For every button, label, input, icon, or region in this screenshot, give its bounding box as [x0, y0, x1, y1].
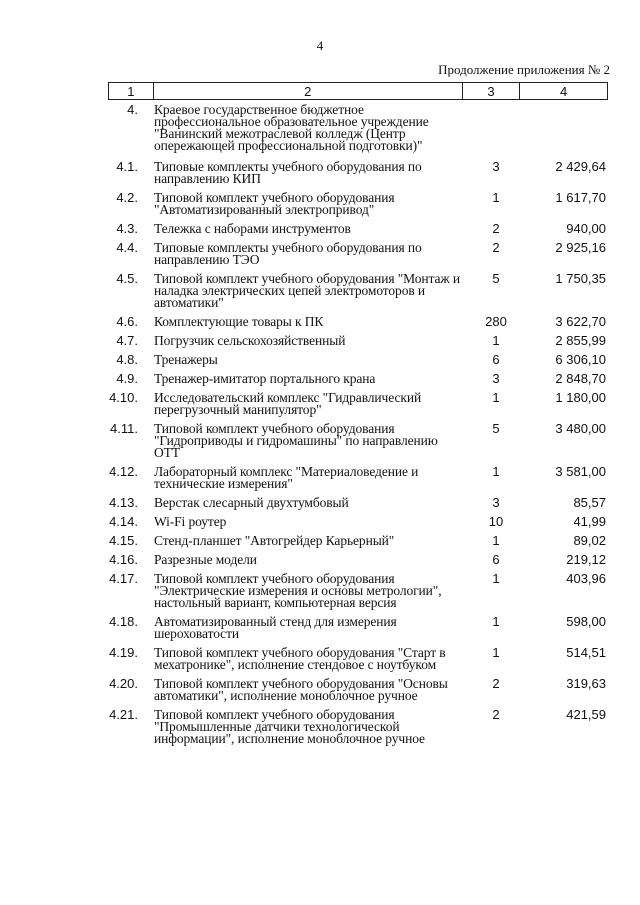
table-row — [108, 535, 608, 547]
row-amount: 2 429,64 — [555, 159, 606, 174]
row-amount: 514,51 — [566, 645, 606, 660]
table-row — [108, 709, 608, 745]
header-col-3: 3 — [463, 83, 521, 99]
table-row — [108, 242, 608, 266]
row-name: Типовой комплект учебного оборудования "Электрические измерения и основы метрологии", настольный вариант, компьютерная версия — [154, 571, 442, 610]
table-row — [108, 161, 608, 185]
row-name: Типовой комплект учебного оборудования "Монтаж и наладка электрических цепей электромоторов и автоматики" — [154, 271, 460, 310]
table-row — [108, 335, 608, 347]
row-quantity: 2 — [492, 240, 500, 255]
row-number: 4.10. — [109, 390, 138, 405]
row-quantity: 2 — [492, 676, 500, 691]
table-row — [108, 678, 608, 702]
table-row — [108, 616, 608, 640]
row-number: 4.17. — [109, 571, 138, 586]
row-quantity: 10 — [488, 514, 504, 529]
row-name: Типовой комплект учебного оборудования "Промышленные датчики технологической информации", исполнение моноблочное ручное — [154, 707, 425, 746]
row-quantity: 1 — [492, 645, 500, 660]
row-amount: 319,63 — [566, 676, 606, 691]
row-name: Типовые комплекты учебного оборудования по направлению КИП — [154, 159, 422, 186]
table-row — [108, 554, 608, 566]
row-quantity: 5 — [492, 271, 500, 286]
row-name: Краевое государственное бюджетное профессиональное образовательное учреждение "Ванинский межотраслевой колледж (Центр опережающей профессиональной подготовки)" — [154, 102, 429, 153]
row-number: 4.21. — [109, 707, 138, 722]
row-number: 4.5. — [116, 271, 138, 286]
row-name: Тележка с наборами инструментов — [154, 221, 351, 236]
row-amount: 1 617,70 — [555, 190, 606, 205]
row-quantity: 1 — [492, 333, 500, 348]
row-quantity: 1 — [492, 614, 500, 629]
table-row — [108, 516, 608, 528]
row-amount: 2 848,70 — [555, 371, 606, 386]
row-quantity: 6 — [492, 352, 500, 367]
row-amount: 421,59 — [566, 707, 606, 722]
row-amount: 219,12 — [566, 552, 606, 567]
row-name: Верстак слесарный двухтумбовый — [154, 495, 349, 510]
row-amount: 85,57 — [573, 495, 606, 510]
table-row — [108, 316, 608, 328]
table-row — [108, 354, 608, 366]
row-name: Стенд-планшет "Автогрейдер Карьерный" — [154, 533, 395, 548]
row-name: Автоматизированный стенд для измерения шероховатости — [154, 614, 397, 641]
row-quantity: 3 — [492, 159, 500, 174]
row-quantity: 1 — [492, 571, 500, 586]
table-row — [108, 273, 608, 309]
row-amount — [526, 104, 606, 152]
row-number: 4.20. — [109, 676, 138, 691]
table-row — [108, 373, 608, 385]
row-amount: 89,02 — [573, 533, 606, 548]
row-number: 4.19. — [109, 645, 138, 660]
table-row — [108, 647, 608, 671]
row-number: 4.13. — [109, 495, 138, 510]
row-name: Погрузчик сельскохозяйственный — [154, 333, 346, 348]
row-name: Тренажеры — [154, 352, 218, 367]
row-number: 4.9. — [116, 371, 138, 386]
row-quantity: 2 — [492, 221, 500, 236]
table-row — [108, 104, 608, 152]
row-name: Комплектующие товары к ПК — [154, 314, 324, 329]
row-name: Типовой комплект учебного оборудования "Гидроприводы и гидромашины" по направлению ОТТ — [154, 421, 438, 460]
row-name: Типовой комплект учебного оборудования "Старт в мехатронике", исполнение стендовое с ноутбуком — [154, 645, 446, 672]
row-quantity: 3 — [492, 495, 500, 510]
table-row — [108, 392, 608, 416]
row-amount: 6 306,10 — [555, 352, 606, 367]
row-amount: 940,00 — [566, 221, 606, 236]
table-row — [108, 423, 608, 459]
row-quantity: 6 — [492, 552, 500, 567]
row-quantity: 5 — [492, 421, 500, 436]
row-number: 4.15. — [109, 533, 138, 548]
row-amount: 2 855,99 — [555, 333, 606, 348]
row-amount: 403,96 — [566, 571, 606, 586]
row-number: 4.6. — [116, 314, 138, 329]
row-number: 4.1. — [116, 159, 138, 174]
table-body — [108, 104, 608, 752]
header-col-2: 2 — [154, 83, 463, 99]
row-quantity: 280 — [485, 314, 507, 329]
row-number: 4.7. — [116, 333, 138, 348]
row-name: Тренажер-имитатор портального крана — [154, 371, 376, 386]
row-amount: 598,00 — [566, 614, 606, 629]
row-quantity: 2 — [492, 707, 500, 722]
table-row — [108, 192, 608, 216]
row-amount: 3 581,00 — [555, 464, 606, 479]
row-amount: 3 622,70 — [555, 314, 606, 329]
row-name: Лабораторный комплекс "Материаловедение и технические измерения" — [154, 464, 419, 491]
row-number: 4.11. — [110, 421, 138, 436]
table-row — [108, 497, 608, 509]
row-number: 4.16. — [109, 552, 138, 567]
row-quantity: 1 — [492, 533, 500, 548]
row-number: 4. — [127, 102, 138, 117]
row-name: Типовые комплекты учебного оборудования по направлению ТЭО — [154, 240, 422, 267]
row-number: 4.2. — [116, 190, 138, 205]
row-name: Wi-Fi роутер — [154, 514, 227, 529]
row-name: Типовой комплект учебного оборудования "Автоматизированный электропривод" — [154, 190, 395, 217]
row-amount: 2 925,16 — [555, 240, 606, 255]
row-name: Исследовательский комплекс "Гидравлический перегрузочный манипулятор" — [154, 390, 422, 417]
header-col-4: 4 — [560, 83, 568, 99]
table-header — [108, 82, 608, 100]
row-number: 4.8. — [116, 352, 138, 367]
row-number: 4.12. — [109, 464, 138, 479]
row-number: 4.18. — [109, 614, 138, 629]
row-name: Типовой комплект учебного оборудования "Основы автоматики", исполнение моноблочное ручное — [154, 676, 448, 703]
row-quantity: 1 — [492, 190, 500, 205]
row-number: 4.14. — [109, 514, 138, 529]
row-amount: 1 750,35 — [555, 271, 606, 286]
header-col-1: 1 — [109, 83, 154, 99]
row-number: 4.4. — [116, 240, 138, 255]
row-quantity: 1 — [492, 390, 500, 405]
row-name: Разрезные модели — [154, 552, 257, 567]
row-amount: 3 480,00 — [555, 421, 606, 436]
row-amount: 41,99 — [573, 514, 606, 529]
row-quantity — [466, 104, 526, 152]
table-row — [108, 466, 608, 490]
row-number: 4.3. — [116, 221, 138, 236]
table-row — [108, 223, 608, 235]
row-quantity: 3 — [492, 371, 500, 386]
row-amount: 1 180,00 — [555, 390, 606, 405]
page-number: 4 — [316, 38, 324, 53]
appendix-note: Продолжение приложения № 2 — [438, 62, 610, 77]
row-quantity: 1 — [492, 464, 500, 479]
table-row — [108, 573, 608, 609]
